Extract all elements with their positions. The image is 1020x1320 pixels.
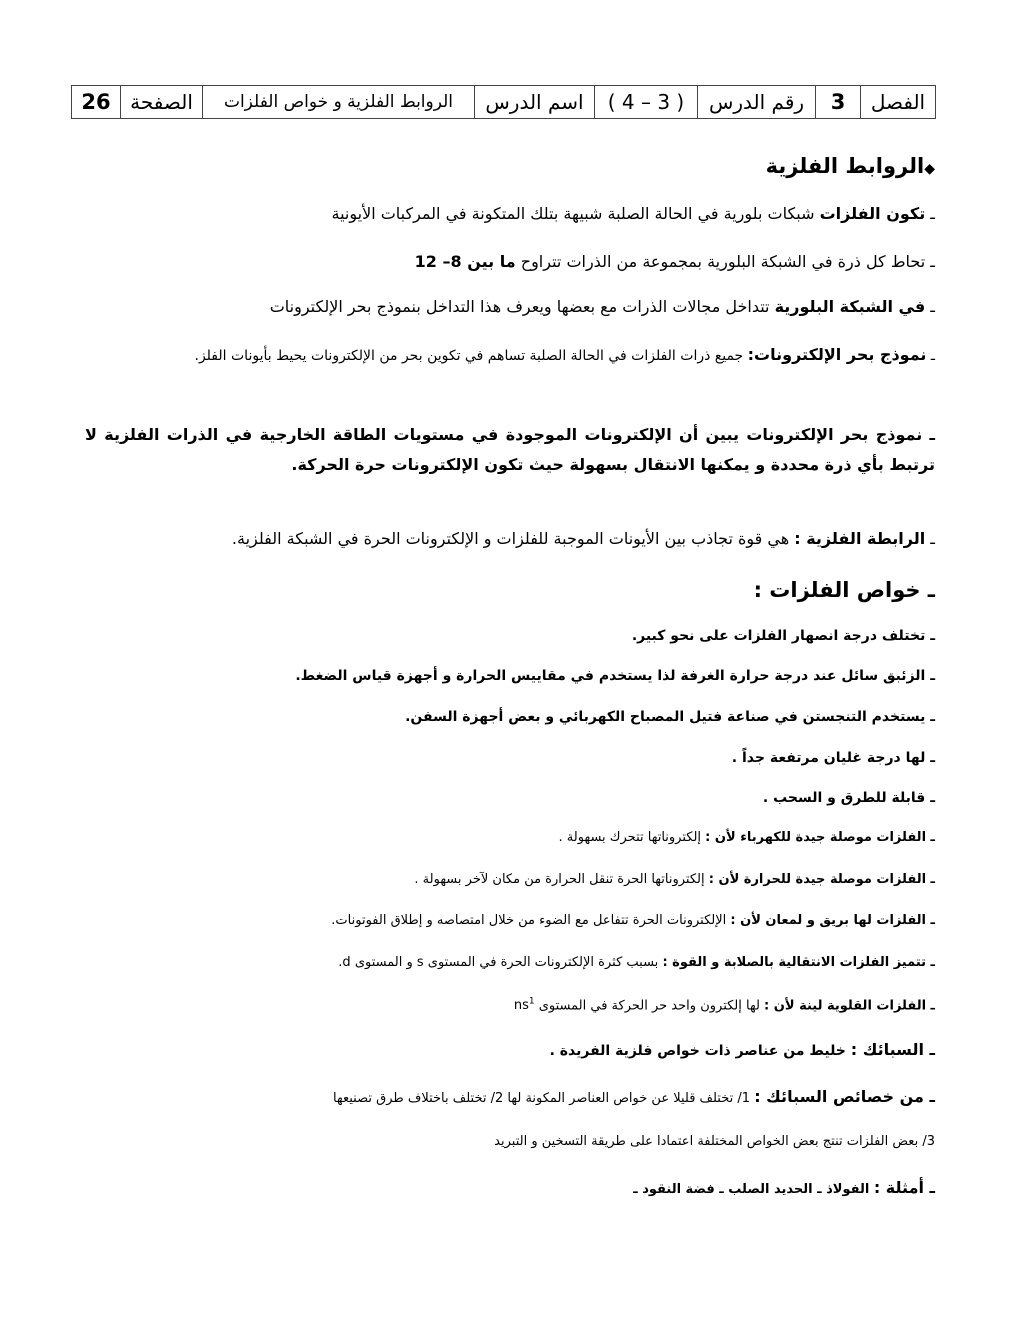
page-number: 26 — [81, 90, 111, 114]
property-item: ـ تتميز الفلزات الانتقالية بالصلابة و القوة : بسبب كثرة الإلكترونات الحرة في المستوى s و المستوى d. — [338, 955, 935, 970]
alloy-definition: ـ السبائك : خليط من عناصر ذات خواص فلزية الفريدة . — [549, 1040, 935, 1059]
property-item: ـ قابلة للطرق و السحب . — [762, 790, 935, 806]
orbital-notation: $ns^1$ — [513, 997, 535, 1014]
property-item: ـ الفلزات موصلة جيدة للحرارة لأن : إلكتروناتها الحرة تنقل الحرارة من مكان لآخر بسهولة . — [414, 872, 935, 887]
page-label: الصفحة — [120, 86, 202, 118]
alloy-examples: ـ أمثلة : الفولاذ ـ الحديد الصلب ـ فضة النقود ـ — [633, 1178, 935, 1197]
property-item: ـ الزئبق سائل عند درجة حرارة الغرفة لذا يستخدم في مقاييس الحرارة و أجهزة قياس الضغط. — [295, 668, 935, 684]
section-title-metal-properties: ـ خواص الفلزات : — [753, 578, 935, 602]
lesson-name-label: اسم الدرس — [474, 86, 594, 118]
list-item: ـ تحاط كل ذرة في الشبكة البلورية بمجموعة من الذرات تتراوح ما بين 8– 12 — [414, 252, 935, 271]
property-item: ـ الفلزات موصلة جيدة للكهرباء لأن : إلكتروناتها تتحرك بسهولة . — [558, 830, 935, 845]
chapter-label: الفصل — [860, 86, 935, 118]
lesson-header-table — [71, 85, 936, 119]
list-item: ـ في الشبكة البلورية تتداخل مجالات الذرات مع بعضها ويعرف هذا التداخل بنموذج بحر الإلكترونات — [269, 297, 935, 316]
lesson-number-value — [594, 86, 697, 118]
property-item: ـ الفلزات القلوية لينة لأن : لها إلكترون واحد حر الحركة في المستوى $ns^1$ — [513, 997, 935, 1014]
electron-sea-paragraph: ـ نموذج بحر الإلكترونات يبين أن الإلكترونات الموجودة في مستويات الطاقة الخارجية في الذرات الفلزية لا ترتبط بأي ذرة محددة و يمكنها الانتقال بسهولة حيث تكون الإلكترونات حرة الحركة. — [85, 425, 935, 474]
property-item: ـ لها درجة غليان مرتفعة جداً . — [731, 750, 935, 766]
alloy-properties-line2: 3/ بعض الفلزات تنتج بعض الخواص المختلفة اعتمادا على طريقة التسخين و التبريد — [494, 1134, 935, 1149]
list-item: ـ نموذج بحر الإلكترونات: جميع ذرات الفلزات في الحالة الصلبة تساهم في تكوين بحر من الإلكترونات يحيط بأيونات الفلز. — [194, 345, 935, 364]
lesson-name-value: الروابط الفلزية و خواص الفلزات — [202, 86, 474, 118]
list-item: ـ تكون الفلزات شبكات بلورية في الحالة الصلبة شبيهة بتلك المتكونة في المركبات الأيونية — [331, 204, 935, 223]
property-item: ـ يستخدم التنجستن في صناعة فتيل المصباح الكهربائي و بعض أجهزة السفن. — [405, 709, 935, 725]
lesson-number-label: رقم الدرس — [697, 86, 815, 118]
property-item: ـ تختلف درجة انصهار الفلزات على نحو كبير. — [631, 628, 935, 644]
metallic-bond-definition: ـ الرابطة الفلزية : هي قوة تجاذب بين الأيونات الموجبة للفلزات و الإلكترونات الحرة في الشبكة الفلزية. — [231, 529, 935, 548]
lesson-number-text: ( 4 – 3 ) — [607, 90, 685, 114]
alloy-properties: ـ من خصائص السبائك : 1/ تختلف قليلا عن خواص العناصر المكونة لها 2/ تختلف باختلاف طرق تصنيعها — [333, 1087, 935, 1106]
chapter-value: 3 — [815, 86, 860, 118]
diamond-bullet-icon: ◆ — [924, 161, 935, 177]
property-item: ـ الفلزات لها بريق و لمعان لأن : الإلكترونات الحرة تتفاعل مع الضوء من خلال امتصاصه و إطلاق الفوتونات. — [331, 913, 935, 928]
section-title-metallic-bonds: ◆الروابط الفلزية — [765, 154, 935, 178]
